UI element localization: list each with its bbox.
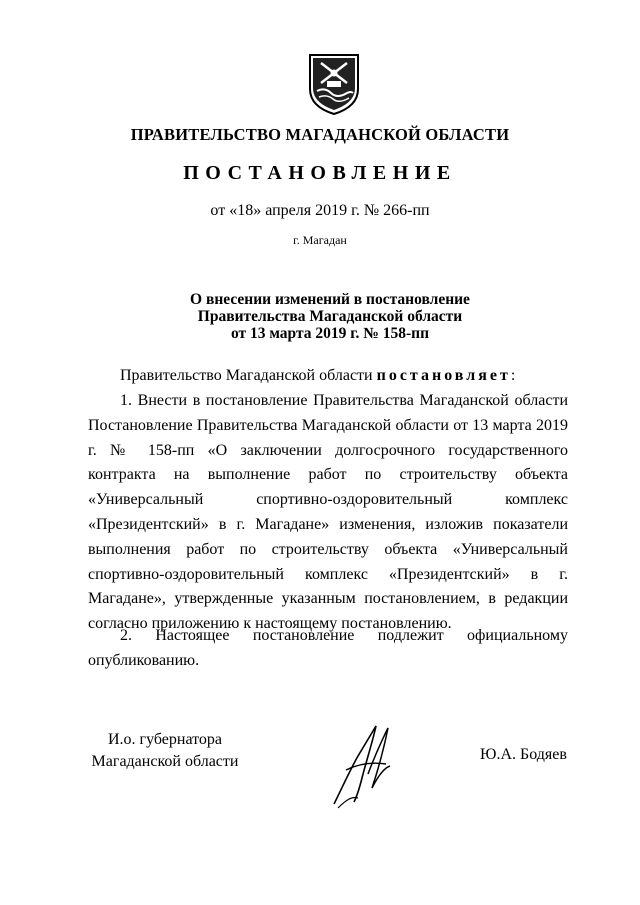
position-line: И.о. губернатора bbox=[107, 731, 223, 748]
subject-line: О внесении изменений в постановление bbox=[190, 291, 470, 308]
government-title: ПРАВИТЕЛЬСТВО МАГАДАНСКОЙ ОБЛАСТИ bbox=[130, 125, 510, 144]
paragraph-2: 2. Настоящее постановление подлежит официальному опубликованию. bbox=[88, 627, 568, 669]
preamble bbox=[88, 364, 568, 389]
subject-line: Правительства Магаданской области bbox=[197, 308, 463, 325]
document-type: ПОСТАНОВЛЕНИЕ bbox=[183, 162, 457, 184]
preamble-prefix: Правительство Магаданской области bbox=[120, 367, 377, 384]
preamble-action: постановляет bbox=[376, 367, 511, 384]
document-city: г. Магадан bbox=[293, 233, 347, 247]
handwritten-signature bbox=[328, 718, 398, 810]
subject-line: от 13 марта 2019 г. № 158-пп bbox=[230, 325, 430, 342]
signatory-name: Ю.А. Бодяев bbox=[480, 746, 567, 763]
paragraph-1: 1. Внести в постановление Правительства Магаданской области Постановление Правительства Магаданской области от 13 марта 2019 г. № 158-пп «О заключении долгосрочного государственного контракта на выполнение работ по строительству объекта «Универсальный спортивно-оздоровительный комплекс «Президентский» в г. Магадане» изменения, изложив показатели выполнения работ по строительству объекта «Универсальный спортивно-оздоровительный комплекс «Президентский» в г. Магадане», утвержденные указанным постановлением, в редакции согласно приложению к настоящему постановлению. bbox=[88, 392, 568, 633]
document-subject bbox=[0, 291, 640, 342]
preamble-suffix: : bbox=[510, 367, 516, 384]
coat-of-arms-icon bbox=[307, 53, 361, 115]
document-date-number: от «18» апреля 2019 г. № 266-пп bbox=[210, 202, 430, 219]
signatory-position bbox=[90, 729, 240, 773]
position-line: Магаданской области bbox=[91, 753, 239, 770]
